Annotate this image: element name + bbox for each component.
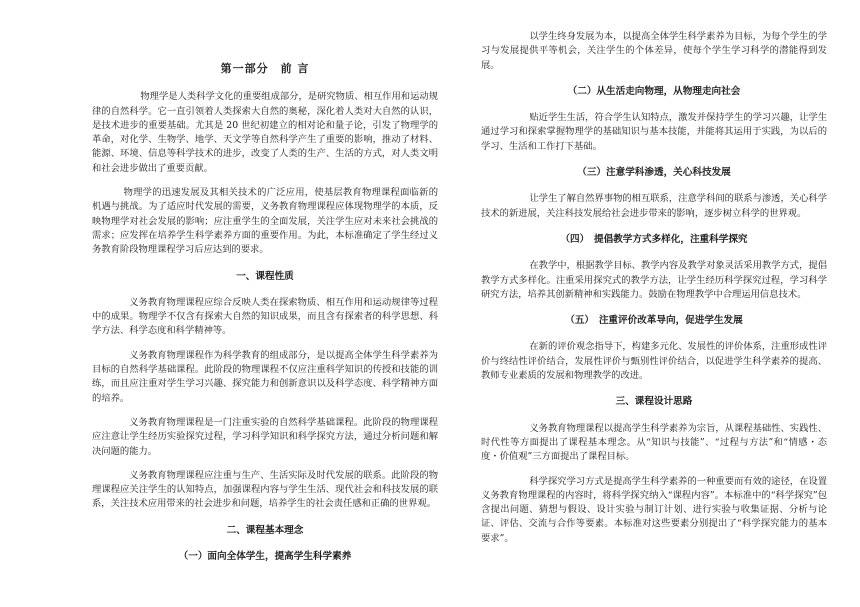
paragraph: 科学探究学习方式是提高学生科学素养的一种重要而有效的途径，在设置义务教育物理课程的内容时，将科学探究纳入“课程内容”。本标准中的“科学探究”包含提出问题、猜想与假设、设计实验与制订计划、进行实验与收集证据、分析与论证、评估、交流与合作等要素。本标准对这些要素分别提出了“科学探究能力的基本要求”。 xyxy=(481,475,827,544)
paragraph: 在新的评价观念指导下，构建多元化、发展性的评价体系，注重形成性评价与终结性评价结合，发展性评价与甄别性评价结合，以促进学生科学素养的提高、教师专业素质的发展和物理教学的改进。 xyxy=(481,341,827,382)
paragraph: 物理学的迅速发展及其相关技术的广泛应用，使基层教育物理课程面临新的机遇与挑战。为了适应时代发展的需要，义务教育物理课程应体现物理学的本质，反映物理学对社会发展的影响；应注重学生的全面发展，关注学生应对未来社会挑战的需求；应发挥在培养学生科学素养方面的重要作用。为此，本标准确定了学生经过义务教育阶段物理课程学习后应达到的要求。 xyxy=(92,187,438,256)
subsection-heading: （二）从生活走向物理，从物理走向社会 xyxy=(567,85,741,97)
paragraph: 义务教育物理课程以提高学生科学素养为宗旨，从课程基础性、实践性、时代性等方面提出了课程基本理念。从“知识与技能”、“过程与方法”和“情感・态度・价值观”三方面提出了课程目标。 xyxy=(481,422,827,463)
paragraph: 贴近学生生活，符合学生认知特点，激发并保持学生的学习兴趣，让学生通过学习和探索掌握物理学的基础知识与基本技能，并能将其运用于实践，为以后的学习、生活和工作打下基础。 xyxy=(481,112,827,152)
right-column xyxy=(481,30,827,556)
part-title: 第一部分 前 言 xyxy=(220,62,310,75)
section-heading: 三、课程设计思路 xyxy=(615,396,693,408)
paragraph: 义务教育物理课程是一门注重实验的自然科学基础课程。此阶段的物理课程应注意让学生经历实验探究过程，学习科学知识和科学探究方法，通过分析问题和解决问题的能力。 xyxy=(92,416,438,457)
paragraph: 义务教育物理课程作为科学教育的组成部分，是以提高全体学生科学素养为目标的自然科学基础课程。此阶段的物理课程不仅应注重科学知识的传授和技能的训练，而且应注重对学生学习兴趣、探究能力和创新意识以及科学态度、科学精神方面的培养。 xyxy=(92,349,438,404)
subsection-heading: （五） 注重评价改革导向，促进学生发展 xyxy=(565,315,743,327)
paragraph: 物理学是人类科学文化的重要组成部分，是研究物质、相互作用和运动规律的自然科学。它一直引领着人类探索大自然的奥秘，深化着人类对大自然的认识，是技术进步的重要基础。尤其是 20 世纪初建立的相对论和量子论，引发了物理学的革命，对化学、生物学、地学、天文学等自然科学产生了重要的影响，推动了材料、能源、环境、信息等科学技术的进步，改变了人类的生产、生活的方式，对人类文明和社会进步做出了重要贡献。 xyxy=(92,91,438,174)
paragraph: 义务教育物理课程应综合反映人类在探索物质、相互作用和运动规律等过程中的成果。物理学不仅含有探索大自然的知识成果，而且含有探索者的科学思想、科学方法、科学态度和科学精神等。 xyxy=(92,296,438,337)
paragraph: 义务教育物理课程应注重与生产、生活实际及时代发展的联系。此阶段的物理课程应关注学生的认知特点，加强课程内容与学生生活、现代社会和科技发展的联系，关注技术应用带来的社会进步和问题，培养学生的社会责任感和正确的世界观。 xyxy=(92,469,438,510)
section-heading: 一、课程性质 xyxy=(236,270,294,282)
paragraph: 以学生终身发展为本，以提高全体学生科学素养为目标，为每个学生的学习与发展提供平等机会，关注学生的个体差异，使每个学生学习科学的潜能得到发展。 xyxy=(481,31,827,71)
subsection-heading: （四） 提倡教学方式多样化，注重科学探究 xyxy=(560,233,748,245)
left-column xyxy=(92,62,438,576)
paragraph: 让学生了解自然界事物的相互联系，注意学科间的联系与渗透，关心科学技术的新进展，关注科技发展给社会进步带来的影响，逐步树立科学的世界观。 xyxy=(481,193,827,219)
section-heading: 二、课程基本理念 xyxy=(226,524,304,536)
subsection-heading: （三）注意学科渗透，关心科技发展 xyxy=(577,167,731,179)
subsection-heading: （一）面向全体学生，提高学生科学素养 xyxy=(178,551,352,563)
paragraph: 在教学中，根据教学目标、教学内容及教学对象灵活采用教学方式，提倡教学方式多样化。注重采用探究式的教学方法，让学生经历科学探究过程，学习科学研究方法，培养其创新精神和实践能力。鼓励在物理教学中合理运用信息技术。 xyxy=(481,260,827,300)
